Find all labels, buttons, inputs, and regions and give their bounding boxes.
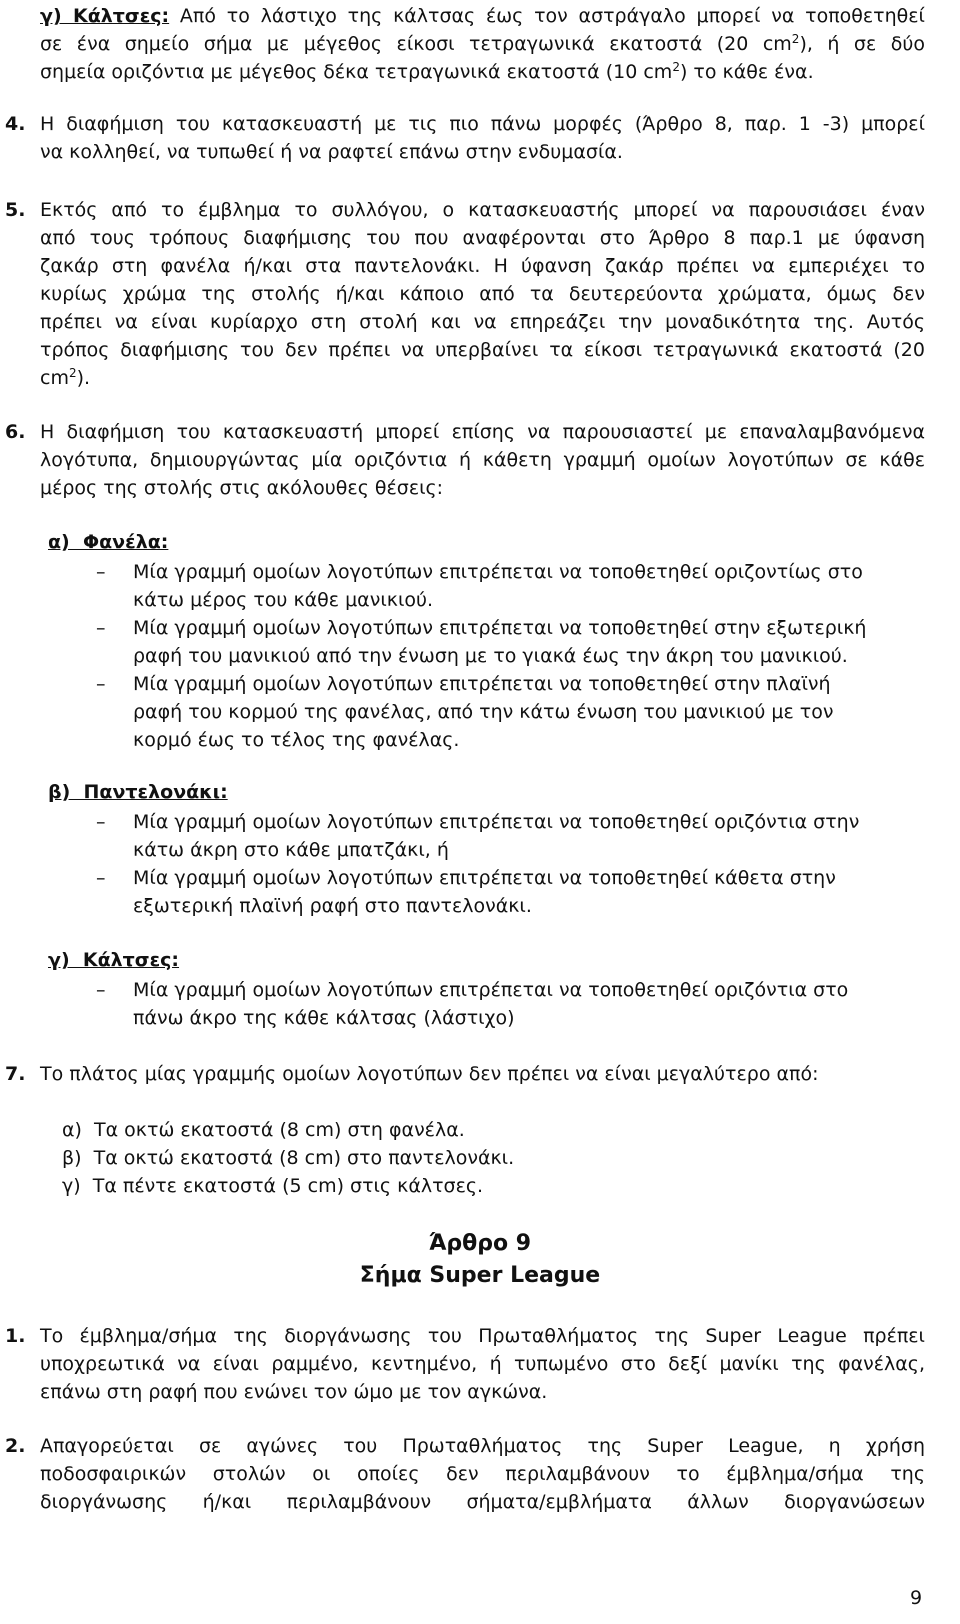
section-b-heading: β) Παντελονάκι: [48,781,228,803]
list-item [96,614,896,670]
text-line: Το έμβλημα/σήμα της διοργάνωσης του Πρωταθλήματος της Super League πρέπει [40,1325,925,1347]
text-line: Η διαφήμιση του κατασκευαστή με τις πιο πάνω μορφές (Άρθρο 8, παρ. 1 -3) μπορεί [40,113,925,135]
article-title: Άρθρο 9 [428,1231,532,1256]
text-line: πρέπει να είναι κυρίαρχο στη στολή και να επηρεάζει την μοναδικότητα της. Αυτός [40,311,925,333]
text-line: cm [40,367,69,389]
text-line: Απαγορεύεται σε αγώνες του Πρωταθλήματος της Super League, η χρήση [40,1435,925,1457]
list-item: α) Τα οκτώ εκατοστά (8 cm) στη φανέλα. [62,1119,465,1141]
text-line: υποχρεωτικά να είναι ραμμένο, κεντημένο, ή τυπωμένο στο δεξί μανίκι της φανέλας, [40,1353,925,1375]
text-line: κορμό έως το τέλος της φανέλας. [133,729,460,751]
page-number: 9 [910,1587,923,1609]
list-item [96,670,896,754]
article-subtitle: Σήμα Super League [359,1263,601,1288]
intro-line-2b: ), ή σε δύο [799,33,925,55]
text-line: από τους τρόπους διαφήμισης του που αναφέρονται στο Άρθρο 8 παρ.1 με ύφανση [40,227,925,249]
text-line: μέρος της στολής στις ακόλουθες θέσεις: [40,477,444,499]
paragraph-number: 7. [5,1063,26,1085]
paragraph-4 [5,110,925,166]
text-line: Μία γραμμή ομοίων λογοτύπων επιτρέπεται να τοποθετηθεί οριζοντίως στο [133,561,863,583]
intro-socks-paragraph [40,2,925,86]
text-line: ραφή του κορμού της φανέλας, από την κάτω ένωση του μανικιού με τον [133,701,834,723]
paragraph-5 [5,196,925,392]
text-line: διοργάνωσης ή/και περιλαμβάνουν σήματα/εμβλήματα άλλων διοργανώσεων [40,1491,925,1513]
paragraph-number: 4. [5,113,26,135]
dash-bullet: – [96,979,106,1001]
section-c-heading: γ) Κάλτσες: [48,949,180,971]
list-item [96,864,896,920]
superscript: 2 [791,32,800,46]
text-line: Η διαφήμιση του κατασκευαστή μπορεί επίσης να παρουσιαστεί με επαναλαμβανόμενα [40,421,925,443]
text-line: Μία γραμμή ομοίων λογοτύπων επιτρέπεται να τοποθετηθεί οριζόντια στην [133,811,860,833]
paragraph-6 [5,418,925,502]
dash-bullet: – [96,673,106,695]
article-9-paragraph-1 [5,1322,925,1406]
text-line: επάνω στη ραφή που ενώνει τον ώμο με τον αγκώνα. [40,1381,548,1403]
text-line: ποδοσφαιρικών στολών οι οποίες δεν περιλαμβάνουν το έμβλημα/σήμα της [40,1463,925,1485]
socks-label: γ) Κάλτσες: [40,5,170,27]
text-line: Μία γραμμή ομοίων λογοτύπων επιτρέπεται να τοποθετηθεί οριζόντια στο [133,979,849,1001]
intro-line-3b: ) το κάθε ένα. [679,61,814,83]
intro-line-1: Από το λάστιχο της κάλτσας έως τον αστράγαλο μπορεί να τοποθετηθεί [169,5,925,27]
superscript: 2 [68,366,77,380]
text-line: ραφή του μανικιού από την ένωση με το γιακά έως την άκρη του μανικιού. [133,645,848,667]
article-9-paragraph-2 [5,1432,925,1516]
list-item: β) Τα οκτώ εκατοστά (8 cm) στο παντελονάκι. [62,1147,515,1169]
intro-line-3a: σημεία οριζόντια με μέγεθος δέκα τετραγωνικά εκατοστά (10 cm [40,61,673,83]
text-line: να κολληθεί, να τυπωθεί ή να ραφτεί επάνω στην ενδυμασία. [40,141,623,163]
text-line: Μία γραμμή ομοίων λογοτύπων επιτρέπεται να τοποθετηθεί στην πλαϊνή [133,673,831,695]
paragraph-number: 6. [5,421,26,443]
dash-bullet: – [96,561,106,583]
text-line: κάτω άκρη στο κάθε μπατζάκι, ή [133,839,449,861]
paragraph-7 [5,1060,925,1088]
paragraph-number: 1. [5,1325,26,1347]
list-item [96,808,896,864]
section-a-heading: α) Φανέλα: [48,531,169,553]
width-limits-list [62,1116,762,1200]
text-line: εξωτερική πλαϊνή ραφή στο παντελονάκι. [133,895,532,917]
list-item [96,558,896,614]
superscript: 2 [672,60,680,74]
text-line: λογότυπα, δημιουργώντας μία οριζόντια ή κάθετη γραμμή ομοίων λογοτύπων σε κάθε [40,449,925,471]
text-line: Μία γραμμή ομοίων λογοτύπων επιτρέπεται να τοποθετηθεί στην εξωτερική [133,617,867,639]
text-line: Μία γραμμή ομοίων λογοτύπων επιτρέπεται να τοποθετηθεί κάθετα στην [133,867,836,889]
list-item: γ) Τα πέντε εκατοστά (5 cm) στις κάλτσες. [62,1175,484,1197]
paragraph-number: 2. [5,1435,26,1457]
text-line: κυρίως χρώμα της στολής ή/και κάποιο από τα δευτερεύοντα χρώματα, όμως δεν [40,283,925,305]
dash-bullet: – [96,811,106,833]
dash-bullet: – [96,617,106,639]
list-item [96,976,896,1032]
text-line: τρόπος διαφήμισης του δεν πρέπει να υπερβαίνει τα είκοσι τετραγωνικά εκατοστά (20 [40,339,925,361]
text-line: Το πλάτος μίας γραμμής ομοίων λογοτύπων δεν πρέπει να είναι μεγαλύτερο από: [40,1063,819,1085]
text-line: κάτω μέρος του κάθε μανικιού. [133,589,434,611]
dash-bullet: – [96,867,106,889]
intro-line-2a: σε ένα σημείο σήμα με μέγεθος είκοσι τετραγωνικά εκατοστά (20 cm [40,33,792,55]
text-line: ζακάρ στη φανέλα ή/και στα παντελονάκι. Η ύφανση ζακάρ πρέπει να εμπεριέχει το [40,255,925,277]
text-line: πάνω άκρο της κάθε κάλτσας (λάστιχο) [133,1007,515,1029]
text-line: ). [76,367,91,389]
paragraph-number: 5. [5,199,26,221]
text-line: Εκτός από το έμβλημα το συλλόγου, ο κατασκευαστής μπορεί να παρουσιάσει έναν [40,199,925,221]
